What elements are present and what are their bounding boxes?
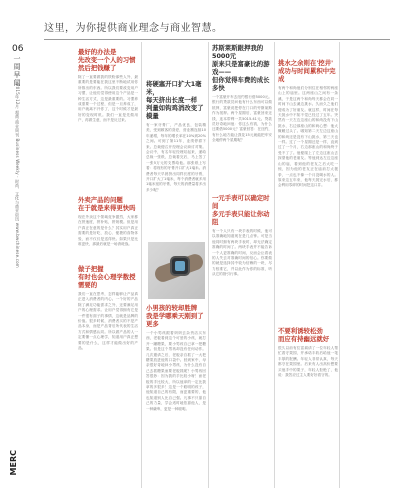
article-title: 苏斯莱斯跟押我的5000元 原来只是富豪比的游戏—— 但你觉得车费的成长多快	[212, 44, 270, 92]
magazine-logo: MERC	[9, 450, 18, 476]
article-title: 做子把握 有时也会心理学数授需要的	[78, 265, 136, 289]
column-divider	[208, 42, 209, 488]
column-divider	[274, 42, 275, 488]
article	[78, 196, 138, 270]
article-body: 有一家牙膏厂，产品优良，包装精美，受到顾客的喜爱，营业额连续10年递增，每年的增长率在10%到20%之间。可到了第11年，业绩停滞下来。总裁便召开经理会议商讨对策。会议中，有名年轻经理站起来，递给总裁一张纸，总裁看完后，马上签了一张5万元的支票给他。那张纸上写着：将现有的牙膏开口扩大1毫米。消费者每天早晨挤出同样长度的牙膏，开口扩大了1毫米，每个消费者就多用1毫米宽的牙膏，每天的消费量将多出多少呢？	[146, 123, 206, 192]
article	[212, 194, 272, 496]
article-body: 现在外卖这个领域竞争激烈，大家都在拼速度，拼补贴，拼规模。但是用户真正在意的是什么？其实用户真正需要的是好吃、放心、便捷的食物体验，而不仅仅是送得快。如果只是比谁更快，那最后就是一场消耗战。	[78, 215, 138, 247]
article-title: 不要利诱较松劲 而应有持幽远就好	[278, 327, 330, 343]
article-title: 小男孩的较却胜牌 我是学哪乘天刚到了更多	[146, 304, 204, 328]
smartwatch-photo	[148, 242, 205, 299]
article	[146, 80, 206, 253]
article-body: 一个富豪开车去纽约银行借5000元。银行的贷款员问他有什么东西可以做抵押，富豪说把停在门口的劳斯莱斯作为抵押。两个星期后，富豪回来还钱，连本带利一共5015.41元。贷款员好奇地问他：你这么有钱，为什么还要借5000元？富豪回答：在纽约，有什么地方能让我花15元就能把车安全地停两个星期呢？	[212, 95, 272, 143]
article-body: 除了一直要做我的铁粉那些人外，最重要的是要能在我这里不断地试用你所推出的东西。所以我们要改变用户习惯，让他们觉得使用这个产品是一种生活方式，这是最重要的。习惯养成需要一个过程，但是一旦养成了，用户就离不开你了，这个时候才是最好的变现时机。我们一直是先做用户，再做生意，而不是反过来。	[78, 75, 138, 123]
section-number: 06	[12, 44, 24, 54]
page-slogan: 这里，为你提供商业理念与商业智慧。	[44, 23, 223, 34]
vertical-publication-info: 2015年12月 超商·商业周刊 Business Weekly · 时尚、文化与商业资讯 www.bwchinese.com	[15, 84, 20, 268]
article-title: 将硬塞开口扩大1毫米， 每天挤出长度一样 判量如钩鸡消改变了模量	[146, 80, 204, 120]
article-body: 有两个和尚他们分别住在相邻的两座山上的庙里。这两座山之间有一条溪，于是这两个和尚每天都会在同一时间下山去溪边挑水。久而久之他们便成为了好朋友。就这样，时间在每天挑水中不知不觉已经过了五年。突然有一天左边这座山的和尚没有下山挑水，右边那座山的和尚心想：他大概睡过头了。哪知第二天左边这座山的和尚还是没有下山挑水，第三天也一样。过了一个星期还是一样，直到过了一个月，右边那座山的和尚终于受不了了。他便爬上了左边这座山去探望他的老朋友。等他到达左边这座山的庙，看到他的老友之后大吃一惊，因为他的老友正在庙前打太极拳，一点也不像一个月没喝水的人。原来这五年来，他每天挑完水后，都会利用零碎的时间挖这口井。	[278, 86, 338, 188]
article	[78, 48, 138, 193]
article-body: 很久以前有位富翁请了一位年轻人帮忙看守果园，并承诺丰收后给他一笔丰厚的报酬。年轻人非常认真，每天都守在果园里。后来有人出高价想要买他手中的果子，年轻人拒绝了，他说：我答应过主人要好好看守的。	[278, 346, 338, 378]
article	[78, 265, 138, 492]
article	[212, 44, 272, 215]
column-divider	[141, 42, 142, 488]
article	[146, 304, 206, 491]
article	[278, 59, 338, 341]
article-title: 外卖产品的问题 在于就是来得更快吗	[78, 196, 136, 212]
watch-icon	[170, 256, 190, 276]
article-body: 我们一直在思考，怎样能够让产品真正进入消费者的内心。一个好的产品除了满足功能需求之外，还要满足用户的心理需求。让用户觉得拥有它是一件很有面子的事情，这就是品牌的价值。很多时候，消费者买的不是产品本身，而是产品背后所代表的生活方式和情感认同。所以做产品的人一定要懂一点心理学，知道用户真正想要的是什么，这样才能做出好的产品。	[78, 292, 138, 351]
article	[278, 327, 338, 476]
article-body: 有一个人只有一块手表的时候，他可以准确地知道现在是几点钟。可是当他同时拥有两块手表时，却无法确定准确的时间了。两块手表并不能告诉一个人更准确的时间，反而会让看表的人失去对准确时间的信心。你要做的就是选择其中较为信赖的一块，尽力校准它，并以此作为你的标准，听从它的指引行事。	[212, 229, 272, 277]
column-divider	[339, 42, 340, 488]
article-title: 挑水之余则在'挖井' 成功与时间累积中完成	[278, 59, 336, 83]
article-title: 最好的办法是 先改变一个人的习惯 然后把钱赚了	[78, 48, 136, 72]
article-title: 一元手表可以确定时间 多元手表只能让你动阻	[212, 194, 270, 226]
section-name: 一周早闻	[13, 55, 21, 87]
article-body: 一个小男孩跟着妈妈去杂货店买东西，老板看到这个可爱的小孩，就打开一罐糖果，要小男孩自己拿一把糖果。但是这个男孩却没有任何动作。几次邀请之后，老板亲自抓了一大把糖果放进他的口袋中。回到家中，母亲很好奇地问小男孩，为什么没有自己去抓糖果而要老板抓呢？小男孩回答很妙：因为我的手比较小呀！而老板的手比较大，所以他拿的一定比我拿的多很多！这是一个聪明的孩子，他知道自己的有限，而更重要的，他也知道别人比自己强。凡事不只靠自己的力量，学会适时地依靠他人，是一种谦卑，更是一种聪明。	[146, 331, 206, 411]
